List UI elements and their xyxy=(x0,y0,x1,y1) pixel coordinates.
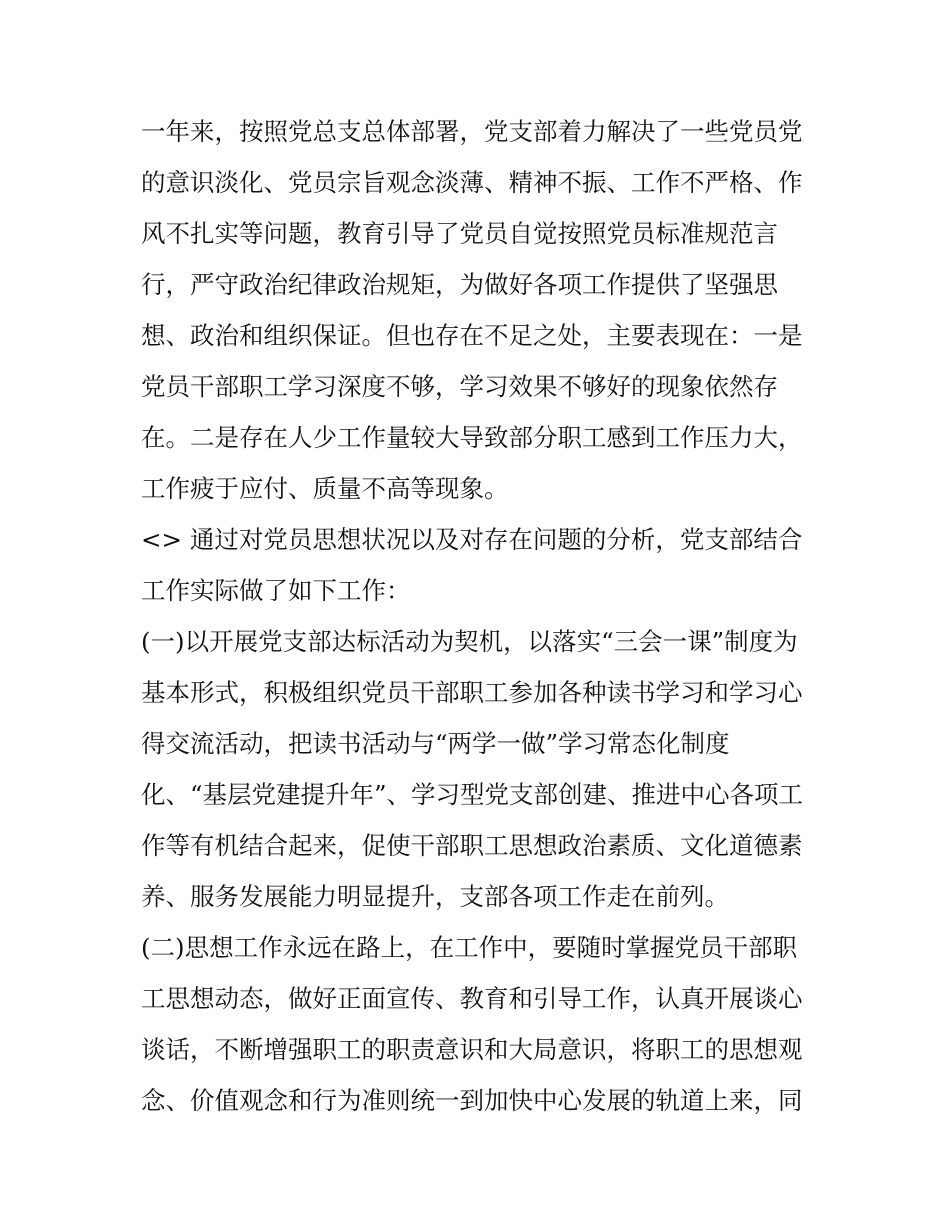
text-line: 得交流活动，把读书活动与“两学一做”学习常态化制度 xyxy=(141,729,730,758)
text-line: 行，严守政治纪律政治规矩，为做好各项工作提供了坚强思 xyxy=(141,270,778,299)
text-line: 风不扎实等问题，教育引导了党员自觉按照党员标准规范言 xyxy=(141,219,778,248)
text-line: 工思想动态，做好正面宣传、教育和引导工作，认真开展谈心 xyxy=(141,984,803,1013)
text-line: 谈话，不断增强职工的职责意识和大局意识，将职工的思想观 xyxy=(141,1035,803,1064)
text-line: 化、“基层党建提升年”、学习型党支部创建、推进中心各项工 xyxy=(141,780,804,809)
text-line: 基本形式，积极组织党员干部职工参加各种读书学习和学习心 xyxy=(141,678,803,707)
text-line: 想、政治和组织保证。但也存在不足之处，主要表现在：一是 xyxy=(141,321,803,350)
text-line: 作等有机结合起来，促使干部职工思想政治素质、文化道德素 xyxy=(141,831,803,860)
text-line: (一)以开展党支部达标活动为契机，以落实“三会一课”制度为 xyxy=(141,627,798,656)
text-line: 养、服务发展能力明显提升，支部各项工作走在前列。 xyxy=(141,882,729,911)
text-line: 在。二是存在人少工作量较大导致部分职工感到工作压力大， xyxy=(141,423,803,452)
text-line: <> 通过对党员思想状况以及对存在问题的分析，党支部结合 xyxy=(141,525,803,554)
text-line: (二)思想工作永远在路上，在工作中，要随时掌握党员干部职 xyxy=(141,933,798,962)
text-line: 一年来，按照党总支总体部署，党支部着力解决了一些党员党 xyxy=(141,117,803,146)
text-line: 党员干部职工学习深度不够，学习效果不够好的现象依然存 xyxy=(141,372,778,401)
text-line: 的意识淡化、党员宗旨观念淡薄、精神不振、工作不严格、作 xyxy=(141,168,803,197)
text-line: 工作实际做了如下工作： xyxy=(141,576,411,605)
document-body xyxy=(141,106,821,1126)
text-line: 念、价值观念和行为准则统一到加快中心发展的轨道上来，同 xyxy=(141,1086,803,1115)
text-line: 工作疲于应付、质量不高等现象。 xyxy=(141,474,509,503)
